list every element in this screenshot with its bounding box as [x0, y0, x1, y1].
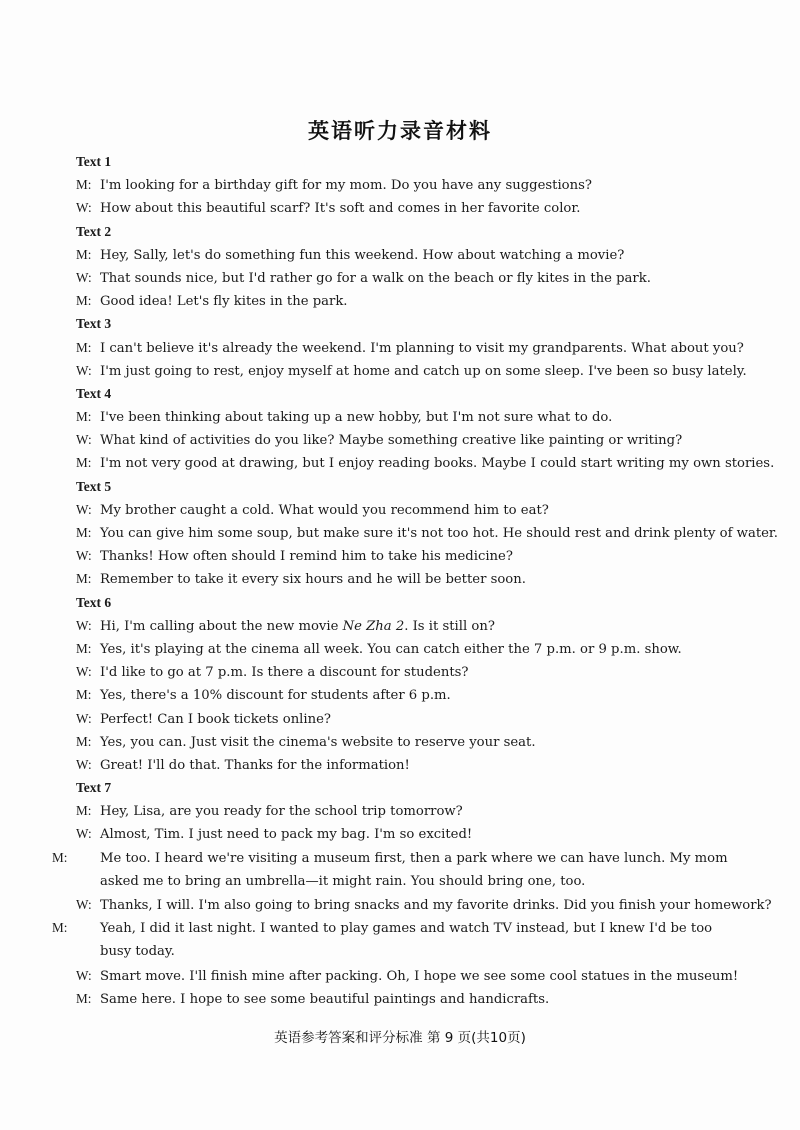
- section-label: Text 4: [76, 385, 112, 401]
- speaker-label: M:: [76, 733, 92, 749]
- speaker-label: M:: [76, 571, 92, 587]
- dialogue-text: I can't believe it's already the weekend. I'm planning to visit my grandparents. What about you?: [100, 340, 744, 356]
- speaker-label: M:: [76, 293, 92, 309]
- dialogue-line: [76, 893, 772, 916]
- dialogue-line: [52, 916, 736, 963]
- dialogue-line: [76, 498, 736, 521]
- dialogue-line: [76, 964, 739, 987]
- dialogue-text: Me too. I heard we're visiting a museum first, then a park where we can have lunch. My mom asked me to bring an umbrella—it might rain. You should bring one, too.: [100, 850, 728, 889]
- dialogue-text: I'm not very good at drawing, but I enjoy reading books. Maybe I could start writing my own stories.: [100, 456, 775, 472]
- speaker-label: W:: [76, 362, 92, 378]
- speaker-label: M:: [76, 687, 92, 703]
- dialogue-text: I'm looking for a birthday gift for my mom. Do you have any suggestions?: [100, 178, 592, 194]
- speaker-label: W:: [76, 826, 92, 842]
- transcript-body: [52, 150, 778, 1010]
- speaker-label: M:: [52, 920, 68, 936]
- dialogue-text: Good idea! Let's fly kites in the park.: [100, 294, 348, 310]
- dialogue-text: You can give him some soup, but make sure it's not too hot. He should rest and drink plenty of water.: [100, 526, 778, 541]
- dialogue-text: Remember to take it every six hours and he will be better soon.: [100, 572, 526, 588]
- dialogue-line: [76, 196, 736, 219]
- dialogue-text: Hey, Sally, let's do something fun this weekend. How about watching a movie?: [100, 247, 625, 263]
- speaker-label: W:: [76, 617, 92, 633]
- section-label: Text 2: [76, 223, 112, 239]
- speaker-label: M:: [52, 849, 68, 865]
- dialogue-text: I've been thinking about taking up a new hobby, but I'm not sure what to do.: [100, 410, 613, 426]
- speaker-label: W:: [76, 664, 92, 680]
- dialogue-line: [76, 822, 736, 845]
- speaker-label: M:: [76, 246, 92, 262]
- dialogue-text: Yes, it's playing at the cinema all week. You can catch either the 7 p.m. or 9 p.m. show.: [100, 641, 682, 657]
- page-title: 英语听力录音材料: [308, 119, 492, 143]
- dialogue-line: [76, 428, 736, 451]
- speaker-label: M:: [76, 339, 92, 355]
- speaker-label: M:: [76, 409, 92, 425]
- speaker-label: W:: [76, 897, 92, 913]
- dialogue-line: [76, 544, 736, 567]
- section-label: Text 3: [76, 316, 112, 332]
- speaker-label: W:: [76, 432, 92, 448]
- dialogue-line: [76, 451, 775, 474]
- dialogue-line: [52, 846, 736, 893]
- dialogue-text-before: Hi, I'm calling about the new movie: [100, 618, 343, 634]
- dialogue-text: What kind of activities do you like? Maybe something creative like painting or writing?: [100, 433, 683, 449]
- section-label: Text 1: [76, 154, 112, 169]
- dialogue-text: My brother caught a cold. What would you recommend him to eat?: [100, 502, 549, 518]
- speaker-label: W:: [76, 710, 92, 726]
- speaker-label: W:: [76, 548, 92, 564]
- speaker-label: M:: [76, 640, 92, 656]
- dialogue-line: [76, 521, 778, 544]
- speaker-label: W:: [76, 967, 92, 983]
- speaker-label: W:: [76, 269, 92, 285]
- dialogue-text: Thanks! How often should I remind him to take his medicine?: [100, 549, 513, 565]
- speaker-label: M:: [76, 803, 92, 819]
- dialogue-line: [76, 405, 736, 428]
- dialogue-line: [76, 289, 736, 312]
- dialogue-text: Hey, Lisa, are you ready for the school trip tomorrow?: [100, 804, 463, 820]
- dialogue-line: [76, 683, 736, 706]
- dialogue-line: [76, 753, 736, 776]
- dialogue-text: Great! I'll do that. Thanks for the information!: [100, 757, 410, 773]
- movie-title: Ne Zha 2: [342, 618, 405, 634]
- dialogue-text: Almost, Tim. I just need to pack my bag. I'm so excited!: [100, 827, 473, 843]
- dialogue-text: I'd like to go at 7 p.m. Is there a discount for students?: [100, 665, 469, 681]
- dialogue-line: [76, 567, 736, 590]
- dialogue-text-after: . Is it still on?: [404, 618, 495, 634]
- speaker-label: W:: [76, 200, 92, 216]
- speaker-label: M:: [76, 990, 92, 1006]
- dialogue-line: [76, 359, 747, 382]
- dialogue-line: [76, 637, 736, 660]
- dialogue-line: [76, 660, 736, 683]
- dialogue-text: Perfect! Can I book tickets online?: [100, 711, 331, 727]
- dialogue-line: [76, 266, 736, 289]
- speaker-label: M:: [76, 525, 92, 540]
- dialogue-text: Thanks, I will. I'm also going to bring snacks and my favorite drinks. Did you finish your homework?: [100, 898, 772, 914]
- dialogue-text: I'm just going to rest, enjoy myself at home and catch up on some sleep. I've been so busy lately.: [100, 363, 747, 379]
- section-label: Text 7: [76, 780, 112, 796]
- page-footer: 英语参考答案和评分标准 第 9 页(共10页): [274, 1030, 526, 1046]
- dialogue-line: [76, 730, 736, 753]
- speaker-label: M:: [76, 177, 92, 193]
- dialogue-text: Same here. I hope to see some beautiful paintings and handicrafts.: [100, 991, 550, 1007]
- dialogue-line: [76, 243, 736, 266]
- dialogue-line: [76, 987, 736, 1010]
- dialogue-text: How about this beautiful scarf? It's soft and comes in her favorite color.: [100, 201, 581, 217]
- dialogue-text: Yes, there's a 10% discount for students after 6 p.m.: [100, 688, 451, 704]
- speaker-label: M:: [76, 455, 92, 471]
- dialogue-text: Smart move. I'll finish mine after packing. Oh, I hope we see some cool statues in the museum!: [100, 968, 739, 984]
- speaker-label: W:: [76, 756, 92, 772]
- dialogue-text: Yes, you can. Just visit the cinema's website to reserve your seat.: [100, 734, 536, 750]
- dialogue-line: [76, 799, 736, 822]
- dialogue-line: [76, 707, 736, 730]
- dialogue-line: [76, 336, 744, 359]
- dialogue-line: [76, 614, 736, 637]
- section-label: Text 5: [76, 478, 112, 494]
- dialogue-text: Yeah, I did it last night. I wanted to play games and watch TV instead, but I knew I'd be too busy today.: [100, 921, 713, 960]
- dialogue-text: That sounds nice, but I'd rather go for a walk on the beach or fly kites in the park.: [100, 270, 651, 286]
- dialogue-line: [76, 173, 736, 196]
- speaker-label: W:: [76, 501, 92, 517]
- section-label: Text 6: [76, 594, 112, 610]
